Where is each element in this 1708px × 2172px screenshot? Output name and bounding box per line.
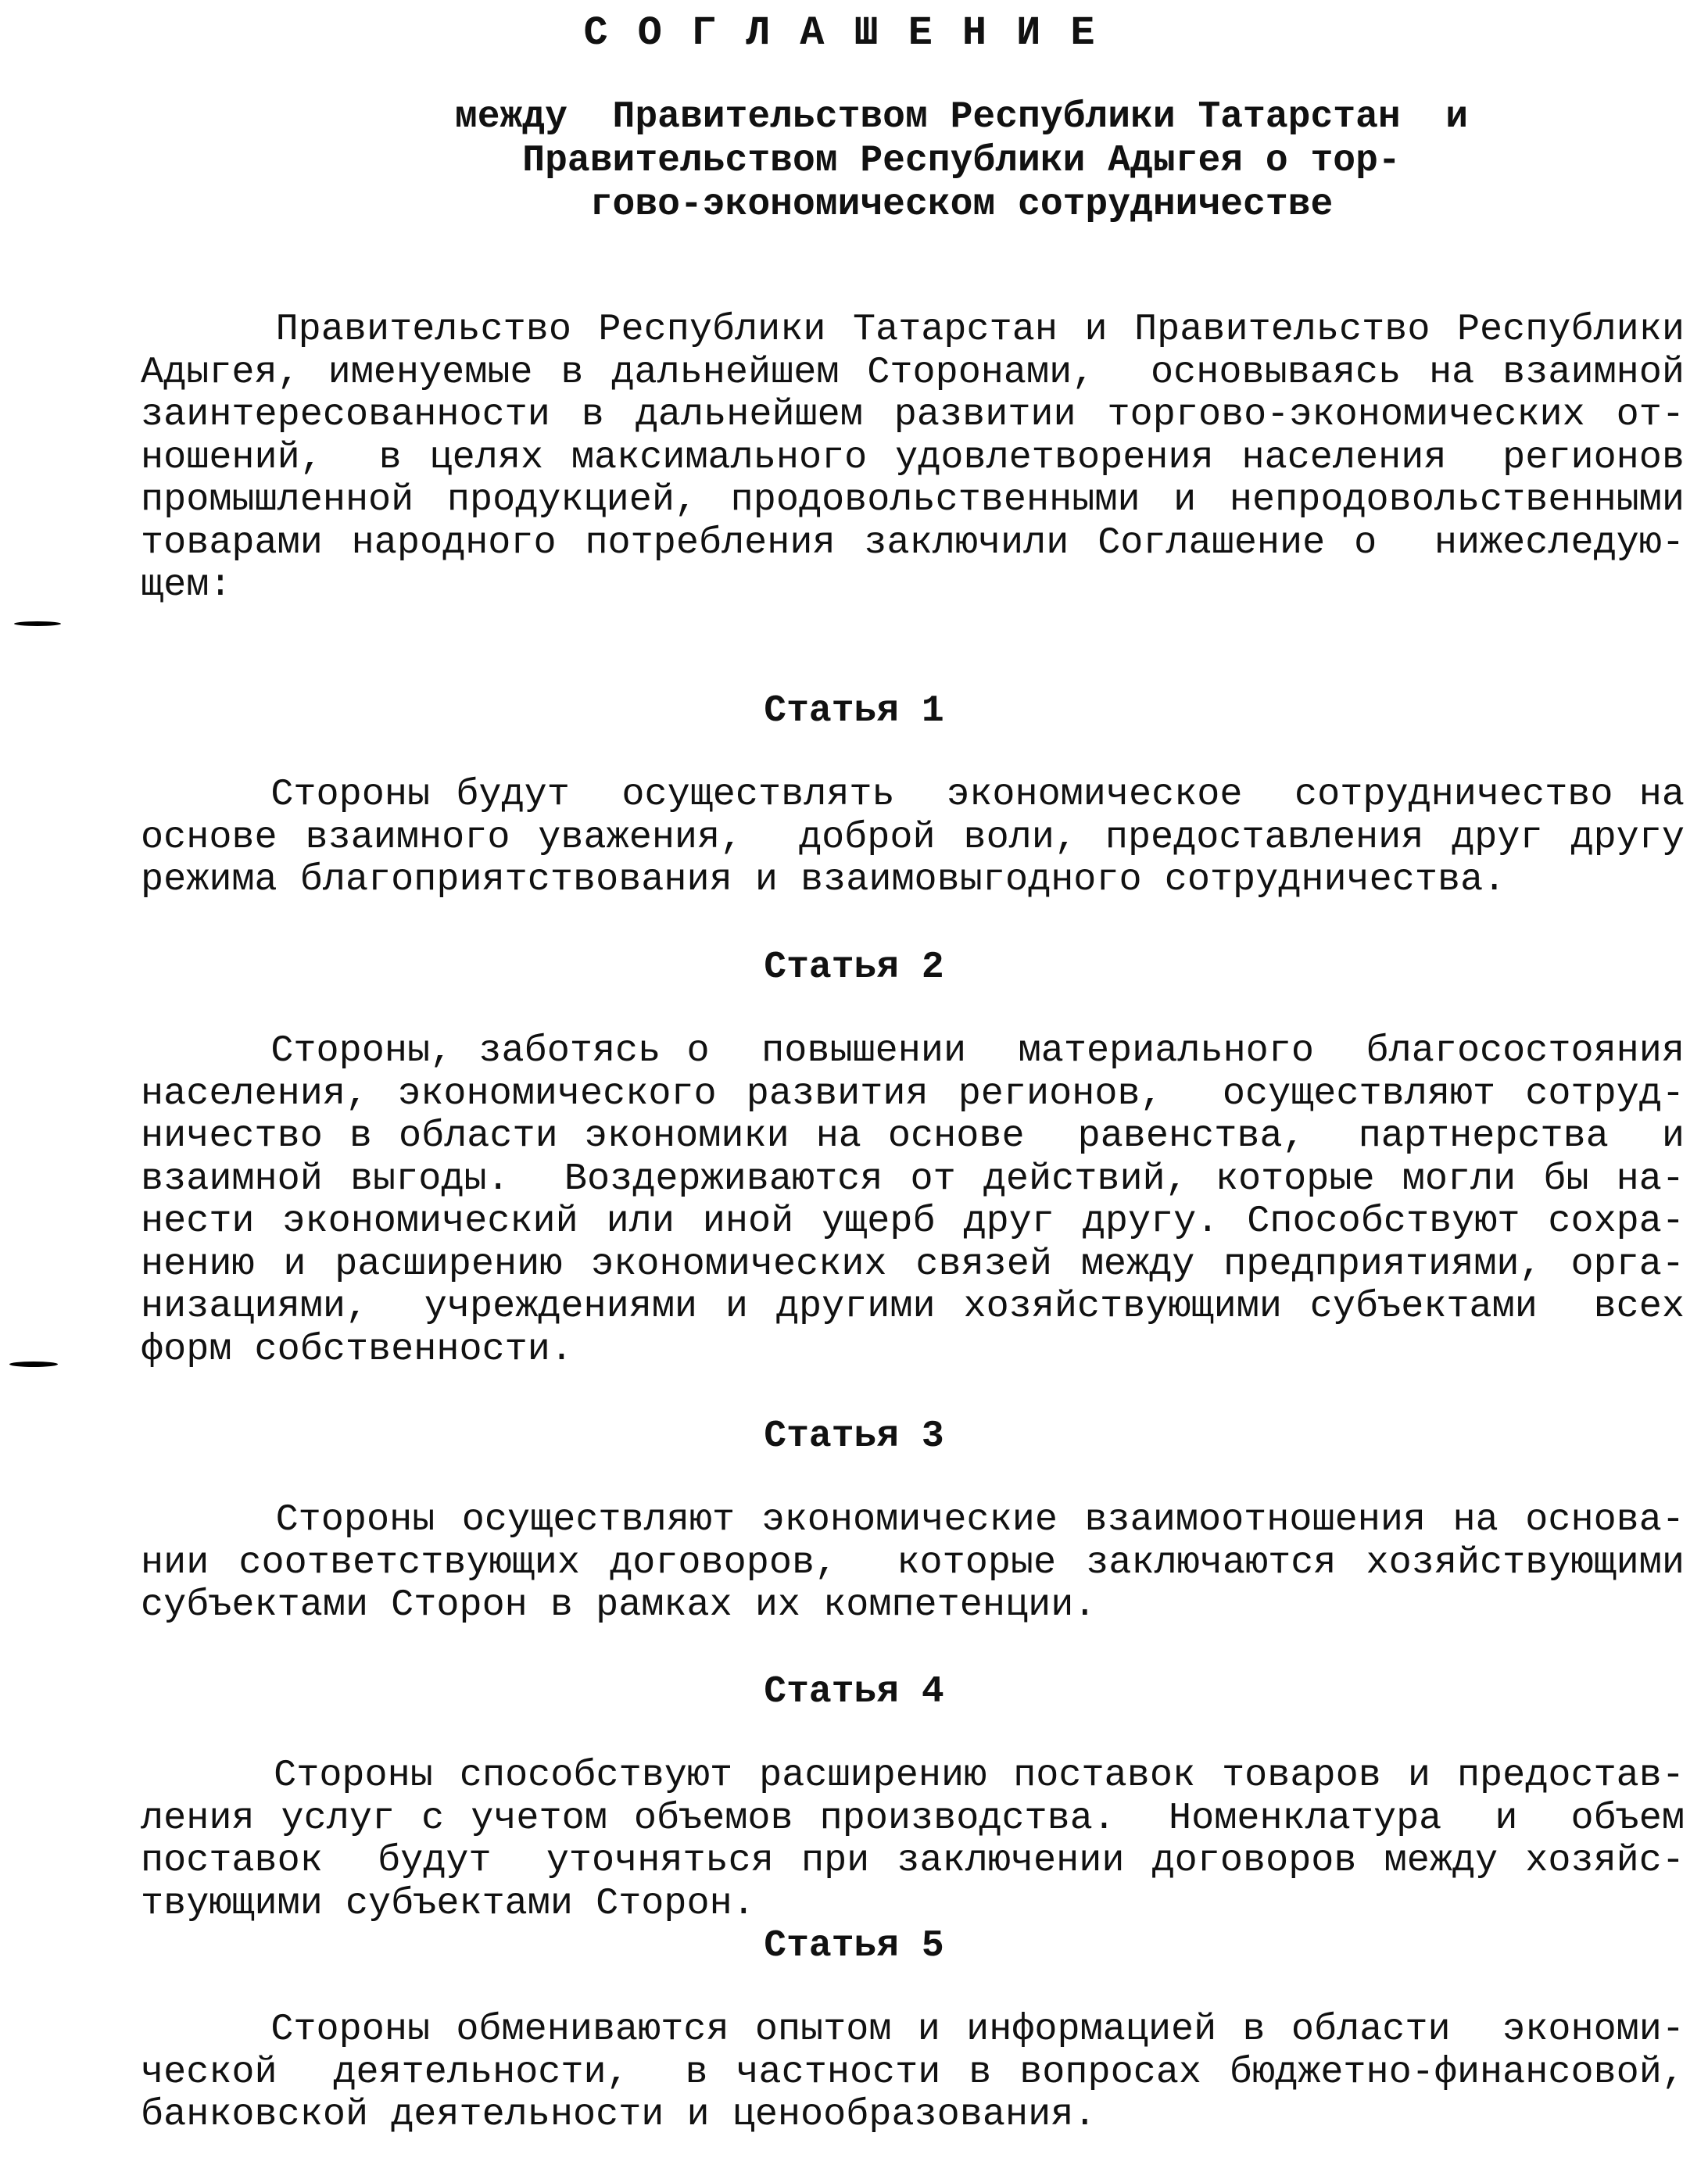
- article-heading: Статья 1: [764, 690, 944, 732]
- text-line: Стороны, заботясь о повышении материального благосостояния: [141, 1029, 1685, 1072]
- article-paragraph: [141, 2009, 1685, 2137]
- text-line: нению и расширению экономических связей между предприятиями, орга-: [141, 1242, 1685, 1286]
- text-line: Стороны будут осуществлять экономическое сотрудничество на: [141, 773, 1685, 816]
- text-line: промышленной продукцией, продовольственными и непродовольственными: [141, 478, 1685, 521]
- text-line: ношений, в целях максимального удовлетворения населения регионов: [141, 435, 1685, 479]
- subtitle-line: между Правительством Республики Татарстан и: [454, 96, 1469, 138]
- document-title: СОГЛАШЕНИЕ: [583, 10, 1125, 56]
- text-line: ления услуг с учетом объемов производства. Номенклатура и объем: [141, 1796, 1685, 1840]
- text-line: ничество в области экономики на основе равенства, партнерства и: [141, 1115, 1685, 1158]
- preamble-paragraph: [141, 309, 1685, 607]
- text-line: Стороны способствуют расширению поставок товаров и предостав-: [141, 1754, 1685, 1797]
- text-line: ческой деятельности, в частности в вопросах бюджетно-финансовой,: [141, 2050, 1685, 2094]
- text-line: Правительство Республики Татарстан и Правительство Республики: [141, 308, 1685, 351]
- document-subtitle: [406, 95, 1516, 227]
- text-line: нести экономический или иной ущерб друг другу. Способствуют сохра-: [141, 1200, 1685, 1243]
- text-line: товарами народного потребления заключили Соглашение о нижеследую-: [141, 521, 1685, 564]
- text-line: основе взаимного уважения, доброй воли, предоставления друг другу: [141, 815, 1685, 859]
- article-paragraph: [141, 1499, 1685, 1627]
- text-line: низациями, учреждениями и другими хозяйствующими субъектами всех: [141, 1285, 1685, 1328]
- text-line: Стороны обмениваются опытом и информацией в области экономи-: [141, 2008, 1685, 2051]
- text-line: твующими субъектами Сторон.: [141, 1881, 755, 1925]
- subtitle-line: Правительством Республики Адыгея о тор-: [522, 140, 1401, 182]
- scan-artifact-mark: [14, 621, 61, 626]
- scan-artifact-mark: [9, 1362, 58, 1367]
- article-paragraph: [141, 1030, 1685, 1371]
- text-line: субъектами Сторон в рамках их компетенции.: [141, 1583, 1097, 1626]
- text-line: нии соответствующих договоров, которые заключаются хозяйствующими: [141, 1540, 1685, 1584]
- article-heading: Статья 2: [764, 946, 944, 989]
- text-line: Адыгея, именуемые в дальнейшем Сторонами, основываясь на взаимной: [141, 350, 1685, 394]
- text-line: населения, экономического развития регионов, осуществляют сотруд-: [141, 1072, 1685, 1115]
- text-line: взаимной выгоды. Воздерживаются от действий, которые могли бы на-: [141, 1157, 1685, 1201]
- article-paragraph: [141, 1755, 1685, 1925]
- text-line: режима благоприятствования и взаимовыгодного сотрудничества.: [141, 858, 1506, 901]
- article-heading: Статья 3: [764, 1415, 944, 1458]
- article-paragraph: [141, 774, 1685, 902]
- text-line: форм собственности.: [141, 1327, 573, 1371]
- text-line: Стороны осуществляют экономические взаимоотношения на основа-: [141, 1498, 1685, 1541]
- article-heading: Статья 4: [764, 1671, 944, 1713]
- text-line: банковской деятельности и ценообразования.: [141, 2093, 1097, 2136]
- text-line: заинтересованности в дальнейшем развитии торгово-экономических от-: [141, 393, 1685, 436]
- article-heading: Статья 5: [764, 1925, 944, 1967]
- text-line: поставок будут уточняться при заключении договоров между хозяйс-: [141, 1839, 1685, 1882]
- text-line: щем:: [141, 564, 232, 607]
- subtitle-line: гово-экономическом сотрудничестве: [589, 184, 1334, 226]
